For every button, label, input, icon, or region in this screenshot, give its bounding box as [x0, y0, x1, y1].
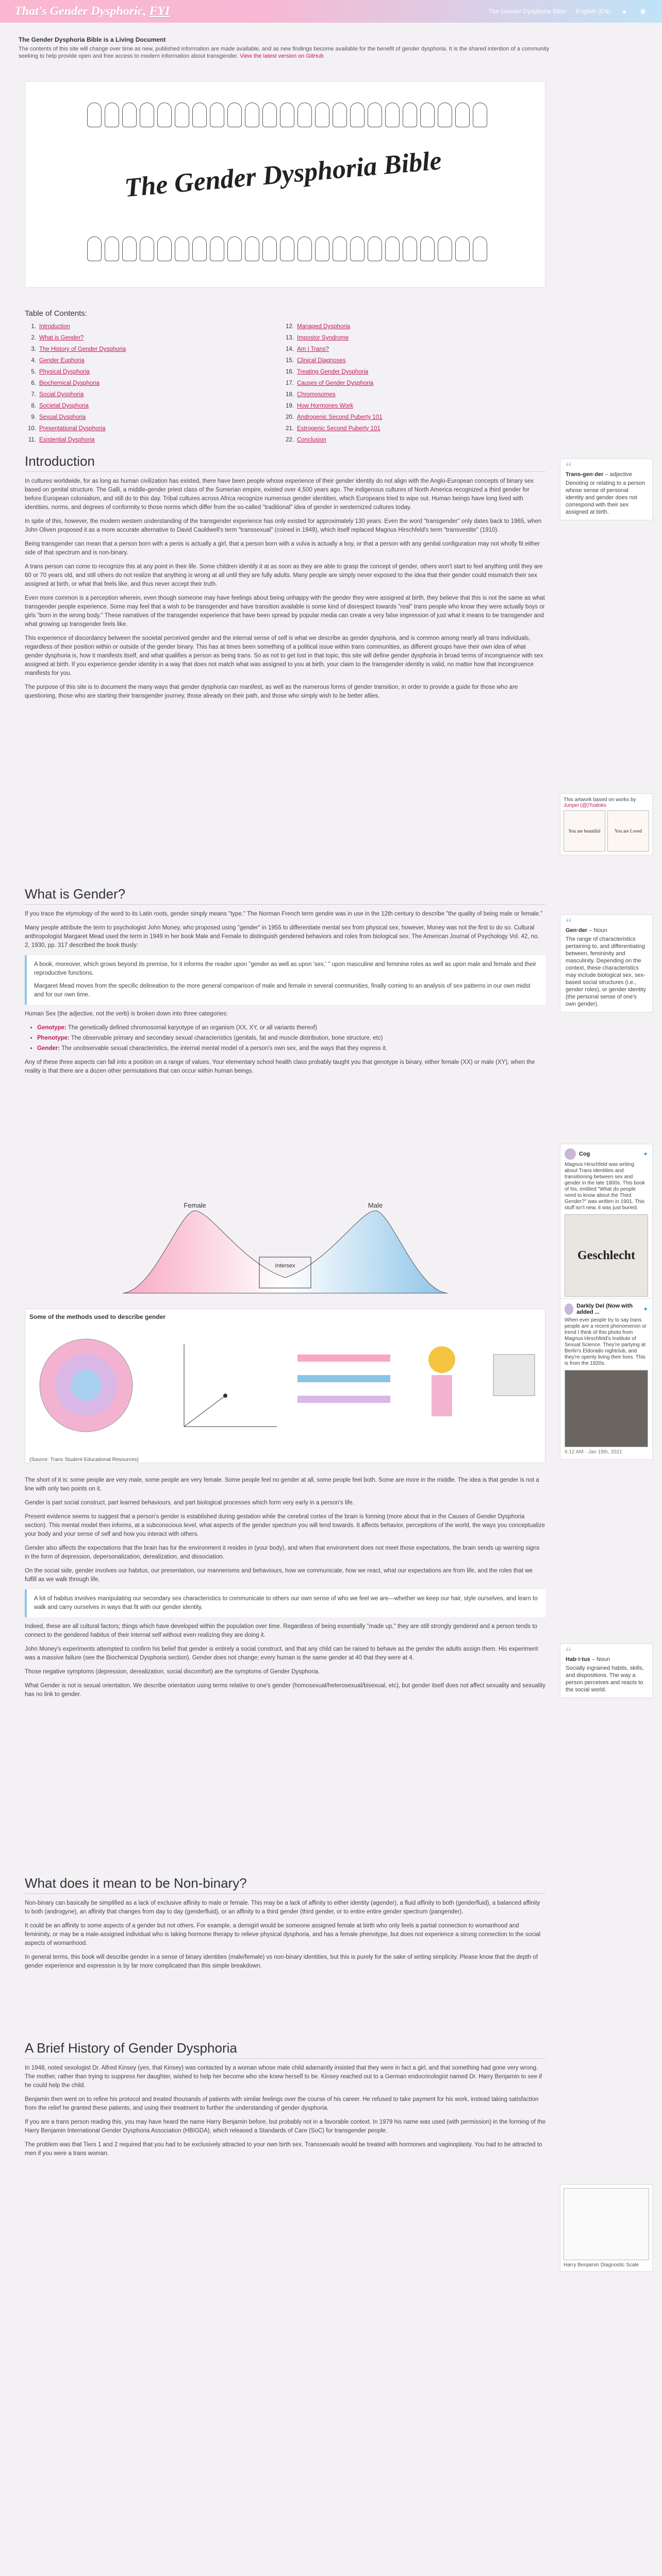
tweet-card[interactable] [560, 1144, 653, 1301]
toc-link[interactable]: Managed Dysphoria [297, 324, 350, 330]
blockquote [25, 955, 545, 1005]
tweet-author: Cog [579, 1151, 590, 1157]
toc-number: 5. [31, 369, 36, 375]
section-history [25, 2040, 545, 2163]
doc-intro: The contents of this site will change over time as new, published information are made available, and as new findings become available for the benefit of gender dysphoria. It is the shared intention of a community seeking to help provide open and free access to modern information about transgender. View the latest version on GitHub [19, 46, 550, 59]
toc-number: 6. [31, 380, 36, 386]
tweet-image: Geschlecht [565, 1214, 648, 1297]
definition-gender: “ Gen·der – Noun The range of characteristics pertaining to, and differentiating between, femininity and masculinity. Depending on the context, these characteristics may include biological sex, sex-based social structures (i.e., gender roles), or gender identity (the personal sense of one's own gender). [560, 914, 653, 1012]
toc-link[interactable]: Societal Dysphoria [39, 403, 89, 409]
paragraph: On the social side, gender involves our habitus, our presentation, our mannerisms and behaviours, how we communicate, how we react, what our expectations are from life, and the roles that we fulfill as we walk through life. [25, 1568, 533, 1583]
figure-caption: Harry Benjamin Diagnostic Scale [564, 2262, 639, 2268]
section-heading: A Brief History of Gender Dysphoria [25, 2040, 545, 2059]
paragraph: Gender is part social construct, part learned behaviours, and part biological processes which form very early in a person's life. [25, 1500, 354, 1506]
paragraph: In 1948, noted sexologist Dr. Alfred Kinsey (yes, that Kinsey) was contacted by a woman whose male child adamantly insisted that they were in fact a girl, and that something had gone very wrong. The mother, rather than trying to suppress her daughter, wished to help her become who she knew herself to be. Kinsey reached out to a German endocrinologist named Dr. Harry Benjamin to see if he could help the child. [25, 2065, 542, 2089]
section-heading: What does it mean to be Non-binary? [25, 1875, 545, 1894]
gender-diagrams [29, 1324, 540, 1452]
twitter-icon: ✦ [642, 1306, 648, 1313]
toc-item[interactable] [25, 366, 272, 378]
toc-link[interactable]: Androgenic Second Puberty 101 [297, 414, 383, 420]
sex-categories-list [25, 1024, 545, 1053]
label-female: Female [184, 1201, 206, 1209]
hero-figures-bottom [87, 236, 487, 261]
toc-item[interactable] [283, 389, 530, 400]
toc-link[interactable]: Conclusion [297, 437, 326, 443]
toc-number: 22. [286, 437, 294, 443]
figure-title: Some of the methods used to describe gender [29, 1313, 166, 1320]
definition-text: Denoting or relating to a person whose sense of personal identity and gender does not correspond with their sex assigned at birth. [566, 480, 646, 515]
table-of-contents [25, 309, 545, 446]
toc-link[interactable]: Existential Dysphoria [39, 437, 95, 443]
tweet-text: When ever people try to say trans people are a recent phenomenon or trend I think of this photo from Magnus Hirschfeld's Institute of Sexual Science. They're partying at Berlin's Eldorado nightclub, and they're openly living their lives. This is from the 1920s. [565, 1317, 647, 1366]
nav-item-gdb[interactable]: The Gender Dysphoria Bible [488, 8, 567, 15]
brand-fyi: FYI [149, 4, 170, 18]
toc-link[interactable]: Impostor Syndrome [297, 335, 349, 341]
toc-link[interactable]: Gender Euphoria [39, 358, 85, 364]
toc-item[interactable] [283, 423, 530, 434]
scale-table-image [564, 2188, 649, 2260]
gender-methods-figure [25, 1309, 545, 1463]
paragraph: The short of it is: some people are very male, some people are very female. Some people feel no gender at all, some people feel both. Some are more in the middle. The idea is that gender is not a line with only two points on it. [25, 1477, 539, 1492]
paragraph: Indeed, these are all cultural factors; things which have developed within the population over time. Regardless of being essentially "made up," they are still strongly gendered and a person tends to connect to the gendered habitus of their internal self without even realizing they are doing it. [25, 1623, 537, 1638]
artwork-box [560, 793, 653, 855]
tweet-photo [565, 1370, 648, 1447]
benjamin-scale-figure [560, 2184, 653, 2272]
figure-source: (Source: Trans Student Educational Resources) [29, 1457, 139, 1463]
quote-paragraph: A book, moreover, which grows beyond its premise, for it informs the reader upon "gender as well as upon 'sex,' " upon masculine and feminine roles as well as upon male and female and their reproductive functions. [34, 961, 536, 976]
toc-link[interactable]: Causes of Gender Dysphoria [297, 380, 374, 386]
label-intersex: Intersex [275, 1263, 295, 1269]
list-item [37, 1044, 545, 1053]
bimodal-curve [25, 1200, 545, 1298]
toc-number: 16. [286, 369, 294, 375]
tweet-timestamp: 6:12 AM · Jan 19th, 2021 [565, 1449, 622, 1455]
paragraph: The purpose of this site is to document the many ways that gender dysphoria can manifest, as well as the numerous forms of gender transition, in order to provide a guide for those who are questioning, those who are starting their transgender journey, those already on their path, and those who simply wish to be better allies. [25, 684, 518, 699]
toc-item[interactable] [283, 344, 530, 355]
toc-item[interactable] [25, 378, 272, 389]
artwork-panel-2: You are Loved [607, 810, 649, 852]
avatar [565, 1148, 576, 1160]
avatar [565, 1303, 573, 1315]
paragraph: Present evidence seems to suggest that a person's gender is established during gestation while the cerebral cortex of the brain is forming (more about that in the Causes of Gender Dysphoria section). This mental model then informs, at a subconscious level, what aspects of the gender spectrum you will tend towards. It affects behavior, perceptions of the world, the ways you conceptualize your body and your sense of self and how you interact with others. [25, 1514, 545, 1537]
paragraph: Any of these three aspects can fall into a position on a range of values. Your elementary school health class probably taught you that genotype is binary, either female (XX) or male (XY), when the reality is that there are a dozen other permutations that can occur within human beings. [25, 1059, 535, 1074]
toc-link[interactable]: Physical Dysphoria [39, 369, 90, 375]
list-term: Gender: [37, 1045, 60, 1052]
toc-item[interactable] [283, 378, 530, 389]
paragraph: John Money's experiments attempted to confirm his belief that gender is entirely a social construct, and that any child can be raised to behave as the gender the adults assign them. His experiment was a massive failure (see the Biochemical Dysphoria section). Gender does not change; every human is the same gender at 40 that they were at 4. [25, 1646, 538, 1661]
github-link[interactable]: View the latest version on GitHub [240, 53, 324, 59]
toc-item[interactable] [283, 434, 530, 446]
toc-link[interactable]: Introduction [39, 324, 71, 330]
list-item [37, 1024, 545, 1032]
paragraph: Benjamin then went on to refine his protocol and treated thousands of patients with similar feelings over the course of his career. He refused to take payment for his work, instead taking satisfaction from the relief he granted these patients, and using their treatment to further the understanding of gender dysphoria. [25, 2096, 539, 2111]
paragraph: Non-binary can basically be simplified as a lack of exclusive affinity to male or female. This may be a lack of affinity to either identity (agender), a fluid affinity to both (genderfluid), a balanced affinity to both (androgyne), an affinity that changes from day to day (genderfluid), or an affinity to a third gender (third gender, or to entire entire gender spectrum (pangender). [25, 1900, 540, 1915]
toc-link[interactable]: Clinical Diagnoses [297, 358, 346, 364]
sex-distribution-figure [25, 1200, 545, 1298]
toc-item[interactable] [283, 355, 530, 366]
section-introduction [25, 453, 545, 706]
list-term: Phenotype: [37, 1035, 70, 1041]
paragraph: The problem was that Tiers 1 and 2 required that you had to be exclusively attracted to your own birth sex. Transsexuals would be treated with hormones and vaginoplasty. You had to be attracted to men if you were a trans woman. [25, 2142, 542, 2157]
paragraph: In cultures worldwide, for as long as human civilization has existed, there have been people whose experience of their gender identity do not align with the Anglo-European concepts of binary sex based on genital structure. The Galli, a middle-gender priest class of the Sumerian empire, existed over 4,500 years ago. The indigenous cultures of North America recognized a third gender for before European colonialism, and still do to this day. Tribal cultures across Africa recognize numerous gender identities, which Europeans tried to wipe out. Human beings have long lived with identities, norms, and degrees of conformity to those norms which differ from the so-called "traditional" idea of gender in westernized cultures today. [25, 478, 534, 511]
tweet-author: Darkly Del (Now with added ... [576, 1303, 633, 1315]
section-gender-continued [25, 1476, 545, 1704]
section-heading: Introduction [25, 453, 545, 472]
toc-item[interactable] [25, 355, 272, 366]
reddit-icon[interactable]: ● [622, 7, 626, 15]
toc-number: 21. [286, 426, 294, 432]
artwork-caption: This artwork based on works by Junpei (@)Toaloks [564, 797, 636, 808]
definition-term: Trans-gen·der [566, 471, 604, 478]
toc-link[interactable]: Presentational Dysphoria [39, 426, 106, 432]
tweet-card[interactable] [560, 1298, 653, 1460]
toc-number: 19. [286, 403, 294, 409]
toc-number: 2. [31, 335, 36, 341]
toc-number: 12. [286, 324, 294, 330]
toc-link[interactable]: Am I Trans? [297, 346, 329, 352]
doc-title: The Gender Dysphoria Bible is a Living Document [19, 36, 166, 43]
toc-item[interactable] [25, 423, 272, 434]
definition-transgender: “ Trans-gen·der – adjective Denoting or relating to a person whose sense of personal identity and gender does not correspond with their sex assigned at birth. [560, 459, 653, 520]
toc-number: 20. [286, 414, 294, 420]
toc-link[interactable]: Sexual Dysphoria [39, 414, 86, 420]
toc-heading: Table of Contents: [25, 309, 87, 318]
list-desc: The observable primary and secondary sexual characteristics (genitals, fat and muscle distribution, bone structure, etc) [71, 1035, 383, 1041]
site-brand[interactable]: That's Gender Dysphoric, FYI [14, 4, 170, 18]
toc-number: 17. [286, 380, 294, 386]
paragraph: In spite of this, however, the modern western understanding of the transgender experience has only existed for approximately 130 years. Even the word "transgender" only dates back to 1965, when John Oliven proposed it as a more accurate alternative to David Cauldwell's term "transsexual" (coined in 1949), which itself replaced Magnus Hirschfeld's term "transvestite" (1910). [25, 518, 542, 533]
toc-item[interactable] [283, 321, 530, 332]
list-item [37, 1034, 545, 1043]
toc-number: 7. [31, 392, 36, 398]
paragraph: Being transgender can mean that a person born with a penis is actually a girl, that a person born with a vulva is actually a boy, or that a person with any genital configuration may not wholly fit either side of that spectrum and is non-binary. [25, 541, 540, 556]
paragraph: It could be an affinity to some aspects of a gender but not others. For example, a demigirl would be someone assigned female at birth who only feels a partial connection to womanhood and femininity, or may be a male-assigned individual who is taking hormone therapy to relieve physical dysphoria, and has a female phenotype, but does not experience a strong connection to the social aspects of womanhood. [25, 1923, 541, 1946]
toc-link[interactable]: The History of Gender Dysphoria [39, 346, 126, 352]
toc-link[interactable]: Biochemical Dysphoria [39, 380, 100, 386]
tweet-text: Magnus Hirschfeld was writing about Trans identities and transitioning between sex and gender in the late 1800s. This book of his, entitled "What do people need to know about the Third Gender?" was written in 1901. This stuff isn't new, it was just buried. [565, 1162, 646, 1211]
paragraph: Even more common is a perception wherein, even though someone may have feelings about being unhappy with the gender they were assigned at birth, they believe that this is not the same as what transgender people experience. Some may feel that a wish to be transgender and have transition available is some kind of disrespect towards "real" trans people who know they were actually boys or girls "born in the wrong body." These narratives of the transgender experience that have been spread by popular media can create a very false impression of just what it means to be transgender and what growing up transgender feels like. [25, 595, 545, 628]
toc-item[interactable] [283, 412, 530, 423]
definition-term: Gen·der [566, 927, 588, 934]
toc-number: 3. [31, 346, 36, 352]
definition-text: Socially ingrained habits, skills, and dispositions. The way a person perceives and reacts to the social world. [566, 1665, 644, 1693]
toc-item[interactable] [25, 344, 272, 355]
toc-item[interactable] [283, 332, 530, 344]
doc-header [19, 36, 550, 63]
toc-number: 14. [286, 346, 294, 352]
section-nonbinary [25, 1875, 545, 1976]
definition-habitus: “ Hab·i·tus – Noun Socially ingrained habits, skills, and dispositions. The way a person perceives and reacts to the social world. [560, 1643, 653, 1698]
toc-number: 8. [31, 403, 36, 409]
list-desc: The genetically defined chromosomal karyotype of an organism (XX, XY, or all variants thereof) [68, 1025, 317, 1031]
paragraph: Human Sex (the adjective, not the verb) is broken down into three categories: [25, 1011, 228, 1017]
toc-number: 9. [31, 414, 36, 420]
blockquote: A lot of habitus involves manipulating our secondary sex characteristics to communicate to others our own sense of who we feel we are—whether we keep our hair, style ourselves, and learn to walk and carry ourselves in ways that fit with our gender identity. [25, 1589, 545, 1617]
toc-item[interactable] [25, 434, 272, 446]
toc-item[interactable] [25, 400, 272, 412]
toc-item[interactable] [25, 321, 272, 332]
toc-number: 15. [286, 358, 294, 364]
quote-icon: “ [566, 460, 572, 474]
toc-link[interactable]: What is Gender? [39, 335, 84, 341]
toc-link[interactable]: Treating Gender Dysphoria [297, 369, 369, 375]
paragraph: Those negative symptoms (depression, derealization, social discomfort) are the symptoms of Gender Dysphoria. [25, 1669, 320, 1675]
hero-figures-top [87, 103, 487, 127]
list-desc: The unobservable sexual characteristics, the internal mental model of a person's own sex, and the ways that they express it. [61, 1045, 387, 1052]
paragraph: If you trace the etymology of the word to its Latin roots, gender simply means "type." The Norman French term gendre was in use in the 12th century to describe "the quality of being male or female." [25, 911, 543, 917]
toc-number: 11. [28, 437, 36, 443]
section-gender [25, 886, 545, 1081]
toc-link[interactable]: Chromosomes [297, 392, 336, 398]
toc-link[interactable]: How Hormones Work [297, 403, 354, 409]
label-male: Male [368, 1201, 383, 1209]
toc-link[interactable]: Estrogenic Second Puberty 101 [297, 426, 380, 432]
toc-item[interactable] [25, 332, 272, 344]
toc-column-right [283, 321, 530, 446]
quote-icon: “ [566, 1645, 572, 1659]
toc-number: 18. [286, 392, 294, 398]
paragraph: This experience of discordancy between the societal perceived gender and the internal sense of self is what we describe as gender dysphoria, and is common among nearly all trans individuals, regardless of their position within or outside of the gender binary. This has at times been something of a political issue within trans communities, as different groups have their own idea of what gender dysphoria is, how it manifests itself, and what qualifies a person as being trans. So as not to get lost in that topic, this site will define gender dysphoria in broad terms of incongruence with sex assigned at birth. If you experience gender identity in a way that does not match what was assigned to you at birth, your claim to the transgender identity is valid, no matter how that incongruence manifests for you. [25, 635, 543, 676]
toc-column-left [25, 321, 272, 446]
nav-item-language[interactable]: English (EN) [575, 8, 610, 15]
paragraph: Gender also affects the expectations that the brain has for the environment it resides in (your body), and when that environment does not meet those expectations, the brain sends up warning signs in the form of depression, depersonalization, derealization, and dissociation. [25, 1545, 540, 1560]
toc-link[interactable]: Social Dysphoria [39, 392, 84, 398]
nav-menu [488, 7, 648, 16]
toc-item[interactable] [283, 366, 530, 378]
quote-icon: “ [566, 916, 572, 930]
definition-term: Hab·i·tus [566, 1656, 590, 1663]
toc-item[interactable] [283, 400, 530, 412]
paragraph: If you are a trans person reading this, you may have heard the name Harry Benjamin before, but probably not in a favorable context. In 1979 his name was used (with permission) in the forming of the Harry Benjamin International Gender Dysphoria Association (HBIGDA), which released a Standards of Care (SoC) for transgender people. [25, 2119, 545, 2134]
paragraph: What Gender is not is sexual orientation. We describe orientation using terms relative to one's gender (homosexual/heterosexual/bisexual, etc), but gender itself does not affect sexuality and sexuality has no link to gender. [25, 1683, 545, 1698]
paragraph: A trans person can come to recognize this at any point in their life. Some children identify it at as soon as they are able to grasp the concept of gender, others won't start to feel anything until they are 60 or 70 years old, and still others do not realize that anything is wrong at all until they are fully adults. Many people are simply never exposed to the idea that their gender could mismatch their sex assigned at birth, or what that feels like, and thus never accept their truth. [25, 564, 543, 587]
toc-number: 13. [286, 335, 294, 341]
toc-item[interactable] [25, 412, 272, 423]
quote-paragraph: Margaret Mead moves from the specific delineation to the more general comparison of male and female in several communities, finally coming to an analysis of sex patterns in our own midst and for our own time. [34, 983, 531, 998]
section-heading: What is Gender? [25, 886, 545, 905]
github-icon[interactable]: ◉ [640, 7, 646, 15]
hero-title: The Gender Dysphoria Bible [123, 146, 443, 203]
toc-item[interactable] [25, 389, 272, 400]
twitter-icon: ✦ [642, 1150, 648, 1158]
toc-number: 1. [31, 324, 36, 330]
paragraph: In general terms, this book will describe gender in a sense of binary identities (male/female) vs non-binary identities, but this is purely for the sake of writing simplicity. Please know that the depth of gender experience and expression is by far more complicated than this simple breakdown. [25, 1954, 538, 1969]
top-navbar [0, 0, 662, 23]
list-term: Genotype: [37, 1025, 67, 1031]
artist-link[interactable]: Junpei (@)Toaloks [564, 803, 606, 808]
paragraph: Many people attribute the term to psychologist John Money, who proposed using "gender" in 1955 to differentiate mental sex from physical sex, however, Money was not the first to do so. Cultural anthropologist Margaret Mead used the term in 1949 in her book Male and Female to distinguish gendered behaviors and roles from biological sex. The American Journal of Psychology Vol. 42, no. 2, 1930, pp. 317 described the book thusly: [25, 925, 539, 948]
toc-number: 10. [28, 426, 36, 432]
toc-number: 4. [31, 358, 36, 364]
definition-text: The range of characteristics pertaining to, and differentiating between, femininity and masculinity. Depending on the context, these characteristics may include biological sex, sex-based social structures (i.e., gender roles), or gender identity (the personal sense of one's own gender). [566, 936, 646, 1007]
artwork-panel-1: You are beautiful [564, 810, 605, 852]
hero-banner [25, 81, 545, 287]
